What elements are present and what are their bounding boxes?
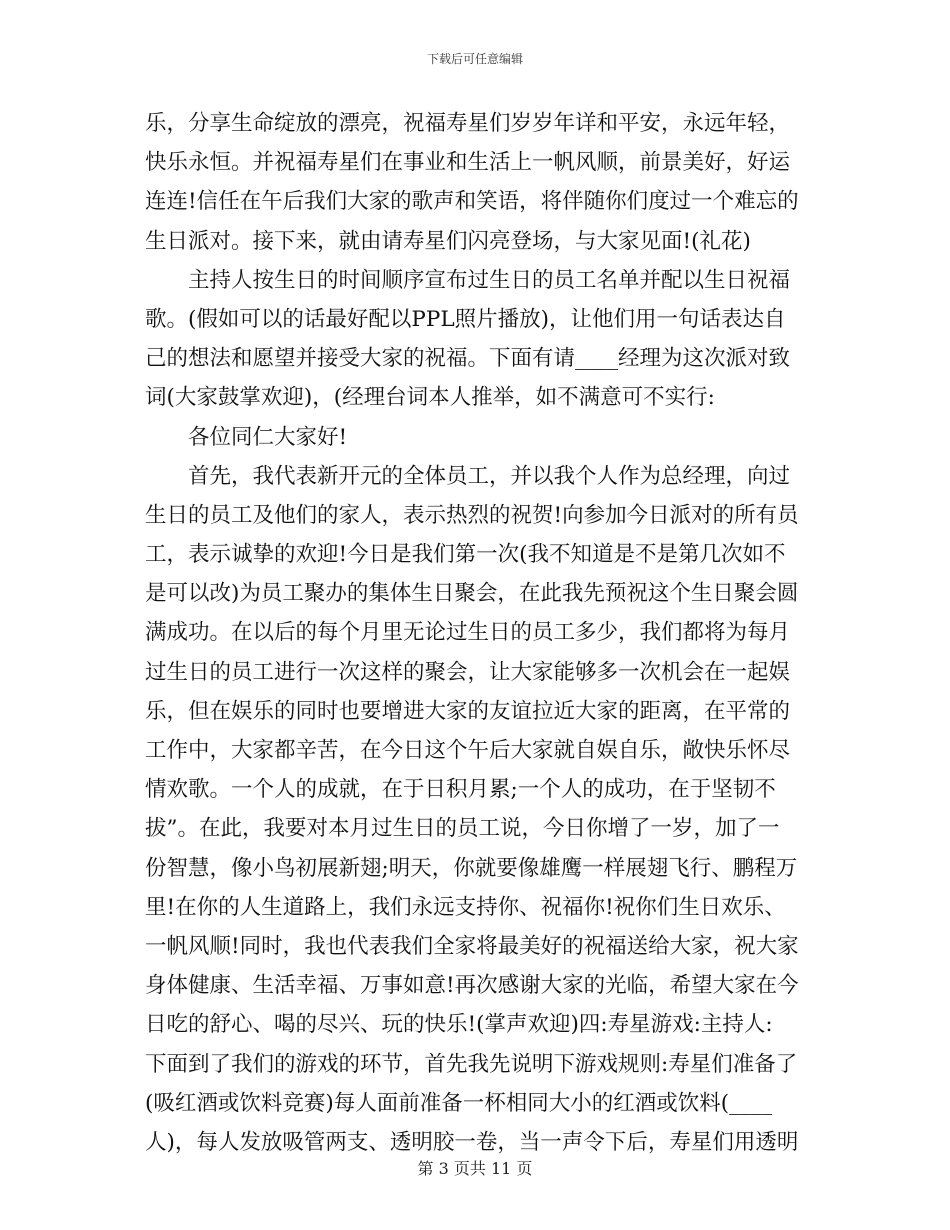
text-line: 是可以改)为员工聚办的集体生日聚会，在此我先预祝这个生日聚会圆 <box>145 581 799 607</box>
text-line: 各位同仁大家好! <box>188 424 348 450</box>
text-line: (吸红酒或饮料竞赛)每人面前准备一杯相同大小的红酒或饮料(____ <box>145 1090 773 1116</box>
text-line: 主持人按生日的时间顺序宣布过生日的员工名单并配以生日祝福 <box>188 267 791 293</box>
text-line: 满成功。在以后的每个月里无论过生日的员工多少，我们都将为每月 <box>145 620 791 646</box>
text-line: 身体健康、生活幸福、万事如意!再次感谢大家的光临，希望大家在今 <box>145 973 799 999</box>
text-line: 过生日的员工进行一次这样的聚会，让大家能够多一次机会在一起娱 <box>145 659 791 685</box>
text-line: 情欢歌。一个人的成就，在于日积月累;一个人的成功，在于坚韧不 <box>145 777 776 803</box>
page-header: 下载后可任意编辑 <box>426 52 523 66</box>
text-line: 里!在你的人生道路上，我们永远支持你、祝福你!祝你们生日欢乐、 <box>145 894 786 920</box>
text-line: 乐，但在娱乐的同时也要增进大家的友谊拉近大家的距离，在平常的 <box>145 698 791 724</box>
text-line: 下面到了我们的游戏的环节，首先我先说明下游戏规则:寿星们准备了 <box>145 1051 798 1077</box>
text-line: 快乐永恒。并祝福寿星们在事业和生活上一帆风顺，前景美好，好运 <box>145 150 791 176</box>
page-footer: 第 3 页共 11 页 <box>417 1159 533 1178</box>
text-line: 日吃的舒心、喝的尽兴、玩的快乐!(掌声欢迎)四:寿星游戏:主持人: <box>145 1012 773 1038</box>
document-body <box>145 104 810 1162</box>
text-line: 工作中，大家都辛苦，在今日这个午后大家就自娱自乐，敞快乐怀尽 <box>145 738 791 763</box>
text-line: 乐，分享生命绽放的漂亮，祝福寿星们岁岁年详和平安，永远年轻， <box>145 111 791 136</box>
text-line: 份智慧，像小鸟初展新翅;明天，你就要像雄鹰一样展翅飞行、鹏程万 <box>145 855 798 881</box>
text-line: 工，表示诚挚的欢迎!今日是我们第一次(我不知道是不是第几次如不 <box>145 542 786 568</box>
text-line: 歌。(假如可以的话最好配以PPL照片播放)，让他们用一句话表达自 <box>145 306 786 332</box>
text-line: 一帆风顺!同时，我也代表我们全家将最美好的祝福送给大家，祝大家 <box>145 933 799 959</box>
text-line: 人)，每人发放吸管两支、透明胶一卷，当一声令下后，寿星们用透明 <box>145 1129 799 1155</box>
text-line: 拔”。在此，我要对本月过生日的员工说，今日你增了一岁，加了一 <box>145 816 780 842</box>
text-line: 首先，我代表新开元的全体员工，并以我个人作为总经理，向过 <box>188 463 791 489</box>
text-line: 生日的员工及他们的家人，表示热烈的祝贺!向参加今日派对的所有员 <box>145 502 799 528</box>
text-line: 生日派对。接下来，就由请寿星们闪亮登场，与大家见面!(礼花) <box>145 228 751 254</box>
text-line: 连连!信任在午后我们大家的歌声和笑语，将伴随你们度过一个难忘的 <box>145 189 799 215</box>
text-line: 词(大家鼓掌欢迎)，(经理台词本人推举，如不满意可不实行: <box>145 385 715 411</box>
text-line: 己的想法和愿望并接受大家的祝福。下面有请____经理为这次派对致 <box>145 346 791 372</box>
